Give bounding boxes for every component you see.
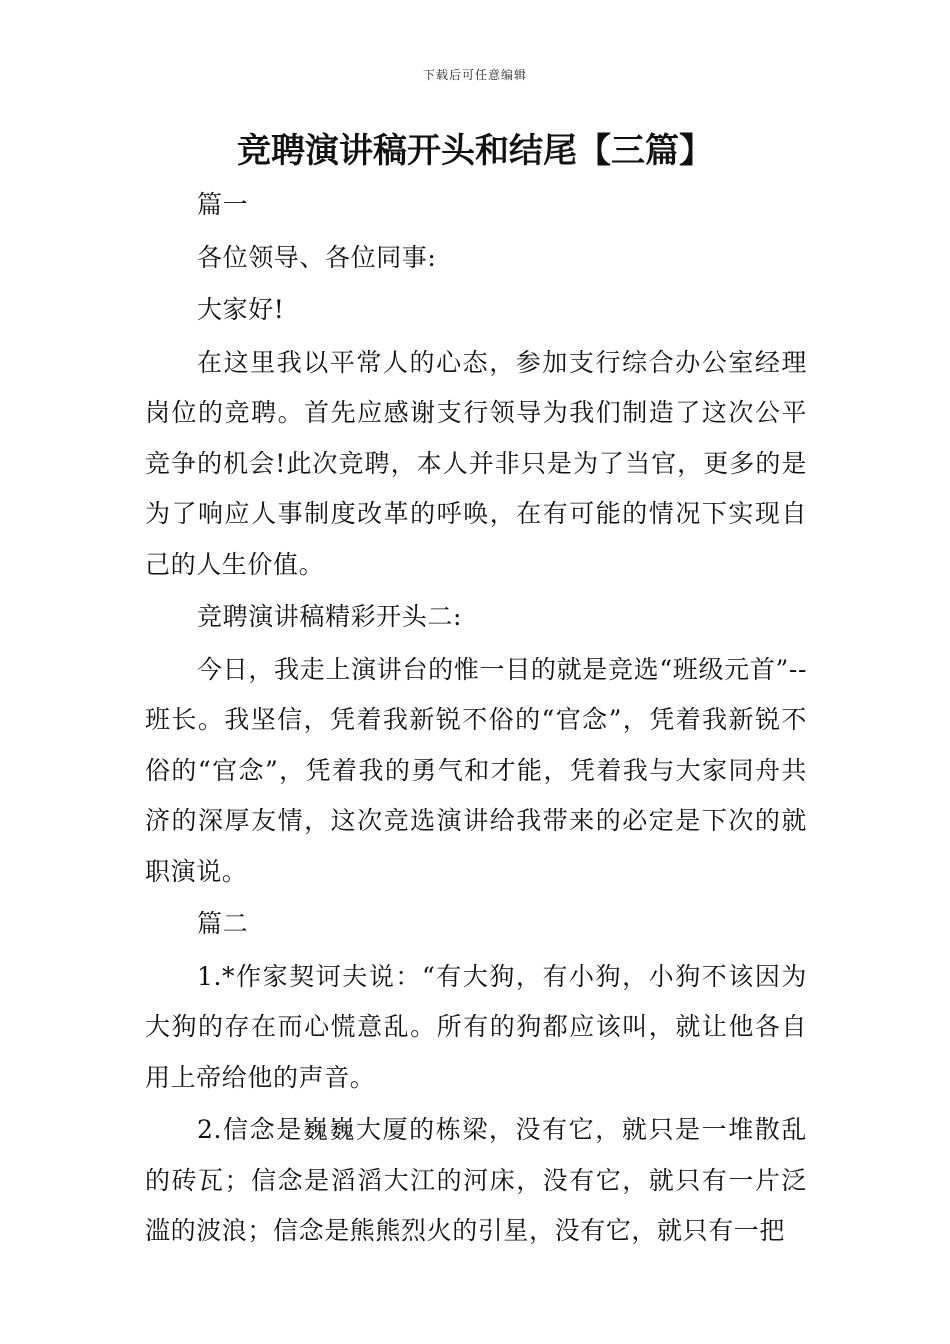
header-note: 下载后可任意编辑 <box>422 68 527 82</box>
list-item-1: 1.*作家契诃夫说：“有大狗，有小狗，小狗不该因为大狗的存在而心慌意乱。所有的狗都应该叫，就让他各自用上帝给他的声音。 <box>145 961 807 1092</box>
list-item-2: 2.信念是巍巍大厦的栋梁，没有它，就只是一堆散乱的砖瓦；信念是滔滔大江的河床，没有它，就只有一片泛滥的波浪；信念是熊熊烈火的引星，没有它，就只有一把 <box>145 1115 807 1245</box>
salutation: 各位领导、各位同事: <box>197 242 437 272</box>
document-body <box>145 180 807 1257</box>
greeting: 大家好! <box>197 295 285 324</box>
section-heading-2: 篇二 <box>197 909 249 938</box>
paragraph-opening-2: 今日，我走上演讲台的惟一目的就是竞选“班级元首”--班长。我坚信，凭着我新锐不俗的“官念”，凭着我新锐不俗的“官念”，凭着我的勇气和才能，凭着我与大家同舟共济的深厚友情，这次竞选演讲给我带来的必定是下次的就职演说。 <box>145 654 807 886</box>
document-title: 竞聘演讲稿开头和结尾【三篇】 <box>237 131 713 171</box>
subheading-opening-2: 竞聘演讲稿精彩开头二: <box>197 602 463 631</box>
paragraph-opening-1: 在这里我以平常人的心态，参加支行综合办公室经理岗位的竞聘。首先应感谢支行领导为我们制造了这次公平竞争的机会!此次竞聘，本人并非只是为了当官，更多的是为了响应人事制度改革的呼唤，在有可能的情况下实现自己的人生价值。 <box>145 347 807 579</box>
section-heading-1: 篇一 <box>197 190 249 219</box>
